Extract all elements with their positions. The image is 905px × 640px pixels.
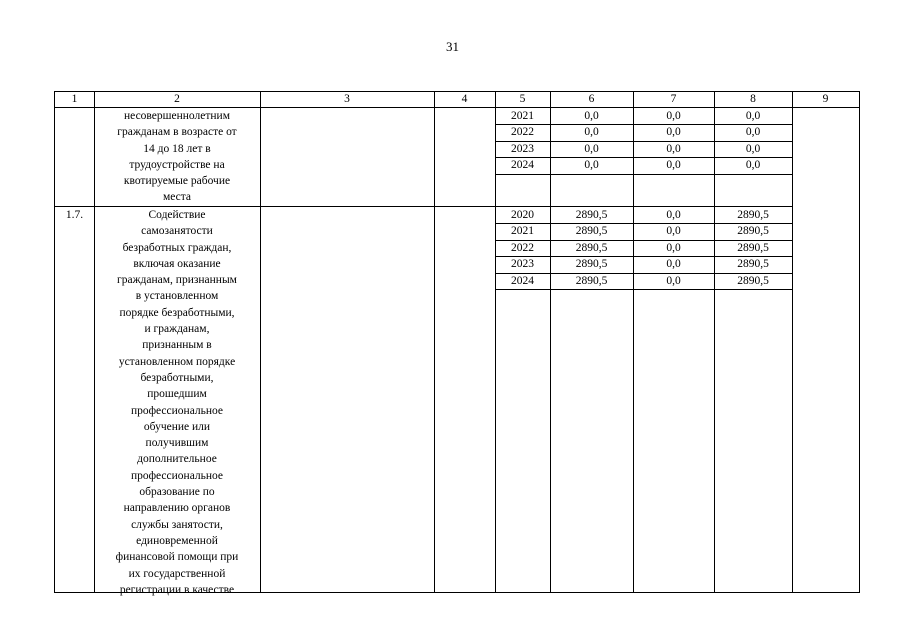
- amount-cell: 2890,5: [575, 209, 608, 221]
- amount-cell: 0,0: [584, 126, 599, 139]
- description-line: единовременной: [136, 534, 218, 547]
- description-line: финансовой помощи при: [115, 551, 239, 564]
- description-line: службы занятости,: [131, 518, 223, 531]
- header-col-6: 6: [588, 93, 595, 105]
- description-line: Содействие: [148, 209, 206, 221]
- description-line: порядке безработными,: [119, 306, 235, 319]
- header-col-1: 1: [71, 93, 78, 105]
- year-cell: 2023: [511, 142, 534, 155]
- col-divider: [434, 92, 435, 592]
- header-col-8: 8: [750, 93, 756, 105]
- description-line: прошедшим: [147, 388, 207, 401]
- amount-cell: 2890,5: [575, 258, 608, 271]
- amount-cell: 0,0: [666, 126, 681, 139]
- description-line: направлению органов: [123, 502, 231, 515]
- header-col-3: 3: [344, 93, 350, 105]
- amount-cell: 0,0: [745, 142, 761, 155]
- description-line: дополнительное: [137, 453, 217, 466]
- amount-cell: 0,0: [584, 142, 599, 155]
- description-line: гражданам, признанным: [117, 274, 237, 287]
- col-divider: [94, 92, 95, 592]
- description-line: обучение или: [143, 420, 211, 433]
- description-line: образование по: [139, 486, 215, 499]
- year-cell: 2022: [511, 126, 534, 139]
- description-line: профессиональное: [130, 469, 224, 482]
- description-line: в установленном: [135, 290, 219, 303]
- amount-cell: 2890,5: [737, 225, 769, 238]
- header-col-4: 4: [461, 93, 468, 105]
- col-divider: [792, 92, 793, 592]
- amount-cell: 2890,5: [575, 274, 608, 287]
- description-line: 14 до 18 лет в: [143, 142, 211, 155]
- year-cell: 2021: [511, 225, 534, 238]
- description-line: трудоустройстве на: [129, 158, 225, 171]
- page-number: 31: [446, 39, 459, 54]
- description-line: установленном порядке: [118, 355, 236, 368]
- year-cell: 2022: [511, 241, 534, 254]
- description-line: безработными,: [140, 371, 214, 384]
- row1-description: [102, 108, 252, 206]
- description-line: регистрации в качестве: [119, 583, 235, 596]
- amount-cell: 0,0: [666, 209, 681, 221]
- subrow-divider: [495, 289, 792, 290]
- year-cell: 2024: [511, 274, 534, 287]
- program-table: [54, 91, 860, 596]
- col-divider: [260, 92, 261, 592]
- description-line: несовершеннолетним: [124, 110, 230, 122]
- description-line: их государственной: [128, 567, 226, 580]
- amount-cell: 0,0: [745, 159, 761, 172]
- row2-number: 1.7.: [65, 209, 84, 221]
- amount-cell: 0,0: [666, 241, 681, 254]
- description-line: гражданам в возрасте от: [117, 126, 237, 139]
- amount-cell: 2890,5: [737, 209, 769, 221]
- description-line: безработных граждан,: [122, 241, 232, 254]
- year-cell: 2023: [511, 258, 534, 271]
- header-col-5: 5: [519, 93, 526, 105]
- header-col-2: 2: [174, 93, 180, 105]
- description-line: включая оказание: [133, 257, 221, 270]
- amount-cell: 2890,5: [575, 225, 608, 238]
- description-line: и гражданам,: [144, 323, 210, 336]
- amount-cell: 2890,5: [575, 241, 608, 254]
- amount-cell: 0,0: [666, 110, 681, 122]
- description-line: признанным в: [142, 339, 212, 352]
- year-cell: 2020: [511, 209, 534, 221]
- subrow-divider: [495, 174, 792, 175]
- amount-cell: 0,0: [666, 142, 681, 155]
- row2-description: [102, 207, 252, 598]
- amount-cell: 2890,5: [737, 241, 769, 254]
- amount-cell: 2890,5: [737, 258, 769, 271]
- description-line: самозанятости: [141, 225, 213, 238]
- header-col-9: 9: [822, 93, 829, 105]
- year-cell: 2021: [511, 110, 534, 122]
- description-line: места: [162, 191, 192, 204]
- description-line: квотируемые рабочие: [123, 175, 231, 188]
- year-cell: 2024: [511, 159, 534, 172]
- header-col-7: 7: [670, 93, 677, 105]
- amount-cell: 0,0: [666, 225, 681, 238]
- amount-cell: 0,0: [666, 258, 681, 271]
- description-line: получившим: [145, 437, 209, 450]
- amount-cell: 0,0: [584, 159, 599, 172]
- amount-cell: 0,0: [584, 110, 599, 122]
- amount-cell: 0,0: [745, 110, 761, 122]
- amount-cell: 0,0: [666, 159, 681, 172]
- description-line: профессиональное: [130, 404, 224, 417]
- amount-cell: 0,0: [666, 274, 681, 287]
- amount-cell: 2890,5: [737, 274, 769, 287]
- amount-cell: 0,0: [745, 126, 761, 139]
